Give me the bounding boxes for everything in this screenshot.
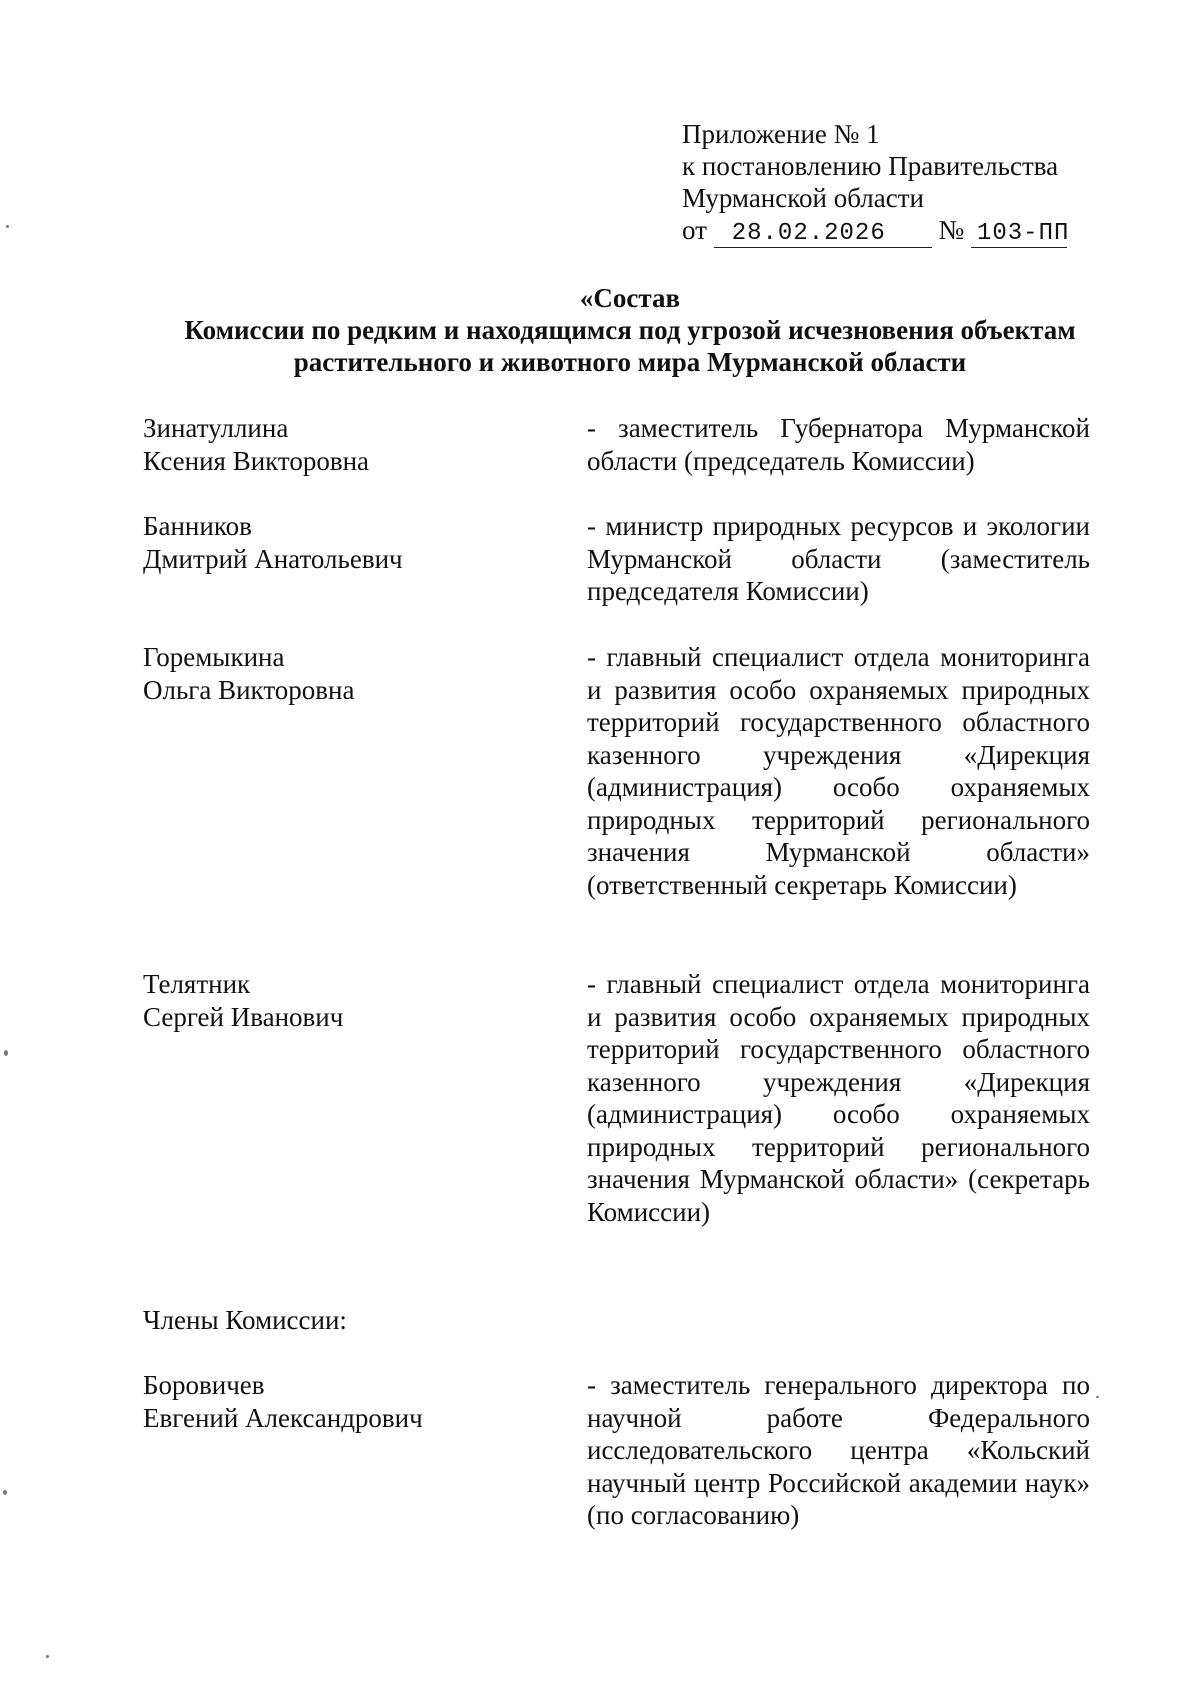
scan-speck [46,1655,49,1658]
appendix-date-line [682,214,1070,248]
appendix-header [682,118,1070,248]
member-surname: Телятник [143,969,251,999]
member-surname: Боровичев [143,1370,265,1400]
resolution-number: 103-ПП [971,221,1067,248]
members-section-heading: Члены Комиссии: [143,1305,347,1335]
member-name [143,412,563,477]
title-line-2: Комиссии по редким и находящимся под угрозой исчезновения объектам [184,315,1076,345]
resolution-date: 28.02.2026 [714,221,932,248]
member-given-names: Ксения Викторовна [143,445,370,476]
appendix-number: Приложение № 1 [682,119,880,149]
document-title [140,282,1120,378]
member-given-names: Сергей Иванович [143,1001,344,1032]
title-line-3: растительного и животного мира Мурманской области [293,347,967,377]
member-surname: Банников [143,511,252,541]
member-given-names: Евгений Александрович [143,1402,423,1433]
member-surname: Горемыкина [143,642,285,672]
member-role: - заместитель генерального директора по научной работе Федерального исследовательского центра «Кольский научный центр Российской академии наук» (по согласованию) [587,1370,1090,1530]
from-label: от [682,215,707,245]
member-role: - министр природных ресурсов и экологии Мурманской области (заместитель председателя Комиссии) [587,511,1090,606]
member-given-names: Дмитрий Анатольевич [143,543,403,574]
appendix-region: Мурманской области [682,183,924,213]
member-name [143,510,563,575]
member-name [143,968,563,1033]
scan-speck [4,1050,8,1056]
member-role: - главный специалист отдела мониторинга и развития особо охраняемых природных территорий государственного областного казенного учреждения «Дирекция (администрация) особо охраняемых природных территорий регионального значения Мурманской области» (секретарь Комиссии) [587,969,1090,1227]
member-name [143,1369,563,1434]
number-label: № [938,215,965,245]
appendix-resolution-ref: к постановлению Правительства [682,151,1059,181]
member-name [143,641,563,706]
scan-speck [3,1490,7,1495]
member-role: - главный специалист отдела мониторинга и развития особо охраняемых природных территорий государственного областного казенного учреждения «Дирекция (администрация) особо охраняемых природных территорий регионального значения Мурманской области» (ответственный секретарь Комиссии) [587,642,1090,900]
member-surname: Зинатуллина [143,413,289,443]
member-given-names: Ольга Викторовна [143,674,355,705]
scan-speck [1096,1396,1099,1398]
scan-speck [6,225,9,228]
title-line-1: «Состав [579,283,681,313]
member-role: - заместитель Губернатора Мурманской области (председатель Комиссии) [587,413,1090,476]
